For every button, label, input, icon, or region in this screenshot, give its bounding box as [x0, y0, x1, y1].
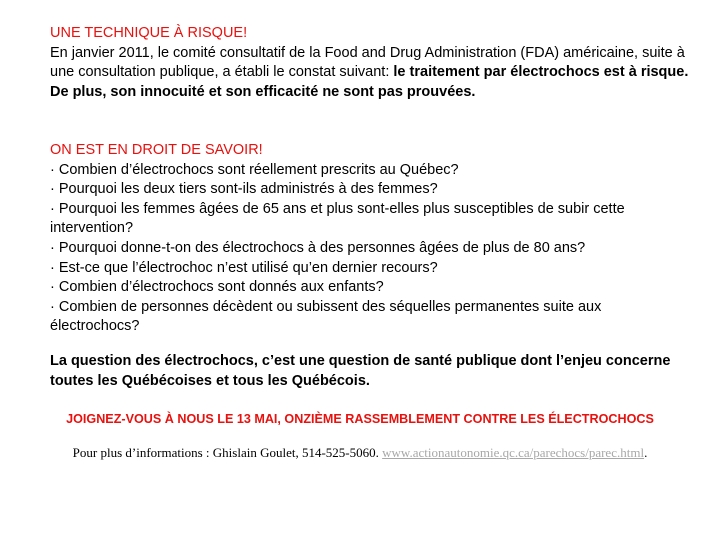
- risk-text-bold: le traitement par électrochocs est à risque. De plus, son innocuité et son efficacité ne sont pas prouvées.: [50, 64, 689, 100]
- public-health-statement: La question des électrochocs, c’est une question de santé publique dont l’enjeu concerne toutes les Québécoises et tous les Québécois.: [50, 353, 671, 389]
- question-item: · Pourquoi les deux tiers sont-ils administrés à des femmes?: [50, 181, 438, 198]
- contact-suffix: .: [644, 445, 648, 460]
- website-link[interactable]: www.actionautonomie.qc.ca/parechocs/parec.html: [382, 445, 645, 460]
- call-to-action: JOIGNEZ-VOUS À NOUS LE 13 MAI, ONZIÈME RASSEMBLEMENT CONTRE LES ÉLECTROCHOCS: [66, 412, 654, 426]
- question-item: · Pourquoi donne-t-on des électrochocs à des personnes âgées de plus de 80 ans?: [50, 239, 586, 256]
- question-item: · Combien d’électrochocs sont réellement prescrits au Québec?: [50, 161, 459, 178]
- questions-section: [50, 141, 690, 337]
- risk-paragraph: [50, 44, 690, 103]
- contact-text: Pour plus d’informations : Ghislain Goulet, 514-525-5060.: [72, 445, 383, 460]
- question-item: · Combien d’électrochocs sont donnés aux enfants?: [50, 279, 384, 296]
- contact-info: [20, 445, 700, 461]
- questions-heading: ON EST EN DROIT DE SAVOIR!: [50, 142, 263, 158]
- risk-section: [50, 24, 690, 102]
- risk-heading: UNE TECHNIQUE À RISQUE!: [50, 25, 248, 41]
- question-item: · Est-ce que l’électrochoc n’est utilisé qu’en dernier recours?: [50, 259, 438, 276]
- question-item: · Combien de personnes décèdent ou subissent des séquelles permanentes suite aux électrochocs?: [50, 298, 602, 335]
- risk-text: En janvier 2011, le comité consultatif de la Food and Drug Administration (FDA) américaine, suite à une consultation publique, a établi le constat suivant:: [50, 44, 685, 81]
- questions-list: [50, 161, 690, 337]
- question-item: · Pourquoi les femmes âgées de 65 ans et plus sont-elles plus susceptibles de subir cette intervention?: [50, 200, 625, 237]
